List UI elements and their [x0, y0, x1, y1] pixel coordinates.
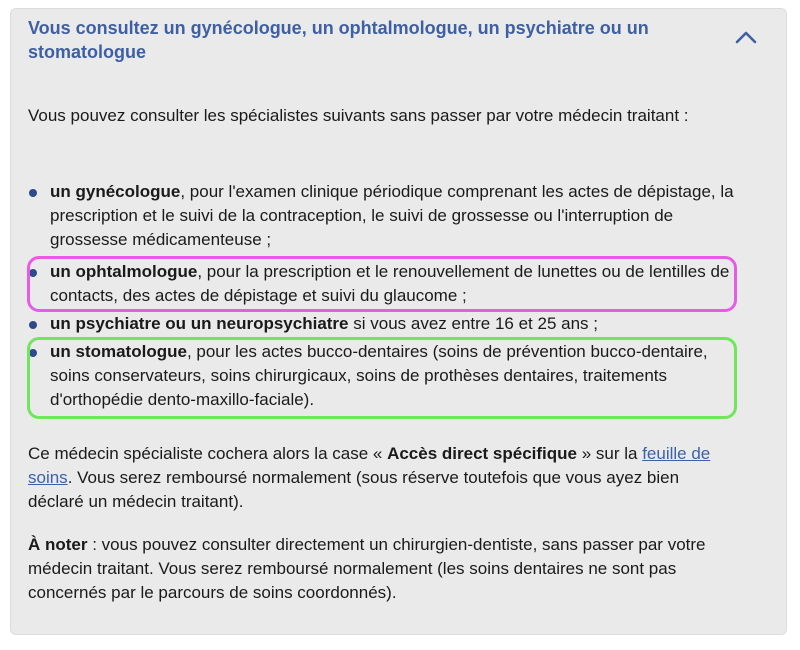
access-paragraph	[28, 442, 738, 514]
highlight-stomatologue	[27, 337, 737, 419]
note-label: À noter	[28, 535, 88, 554]
item-text: , pour la prescription et le renouvellement de lunettes ou de lentilles de contacts, des actes de dépistage et suivi du glaucome ;	[50, 262, 730, 305]
access-text-3: . Vous serez remboursé normalement (sous réserve toutefois que vous ayez bien déclaré un médecin traitant).	[28, 468, 680, 511]
access-text-1: Ce médecin spécialiste cochera alors la case «	[28, 444, 388, 463]
note-paragraph	[28, 533, 738, 605]
item-bold: un psychiatre ou un neuropsychiatre	[50, 314, 349, 333]
access-text-2: » sur la	[577, 444, 643, 463]
accordion-title[interactable]: Vous consultez un gynécologue, un ophtalmologue, un psychiatre ou un stomatologue	[28, 18, 649, 62]
chevron-up-icon[interactable]	[734, 28, 758, 46]
item-text: , pour l'examen clinique périodique comprenant les actes de dépistage, la prescription et le suivi de la contraception, le suivi de grossesse ou l'interruption de grossesse médicamenteuse ;	[50, 182, 734, 249]
highlight-ophtalmologue	[27, 256, 737, 312]
bullet-icon	[29, 189, 37, 197]
bullet-icon	[29, 321, 37, 329]
item-bold: un gynécologue	[50, 182, 181, 201]
list-item	[28, 312, 738, 336]
item-bold: un ophtalmologue	[50, 262, 198, 281]
item-bold: un stomatologue	[50, 342, 187, 361]
feuille-de-soins-link[interactable]: feuille de soins	[28, 444, 711, 487]
intro-text: Vous pouvez consulter les spécialistes suivants sans passer par votre médecin traitant :	[28, 106, 689, 125]
note-text: : vous pouvez consulter directement un chirurgien-dentiste, sans passer par votre médecin traitant. Vous serez remboursé normalement (les soins dentaires ne sont pas concernés par le parcours de soins coordonnés).	[28, 535, 706, 602]
access-bold: Accès direct spécifique	[387, 444, 577, 463]
item-text: si vous avez entre 16 et 25 ans ;	[348, 314, 598, 333]
item-text: , pour les actes bucco-dentaires (soins de prévention bucco-dentaire, soins conservateurs, soins chirurgicaux, soins de prothèses dentaires, traitements d'orthopédie dento-maxillo-faciale).	[50, 342, 708, 409]
list-item	[28, 180, 738, 252]
